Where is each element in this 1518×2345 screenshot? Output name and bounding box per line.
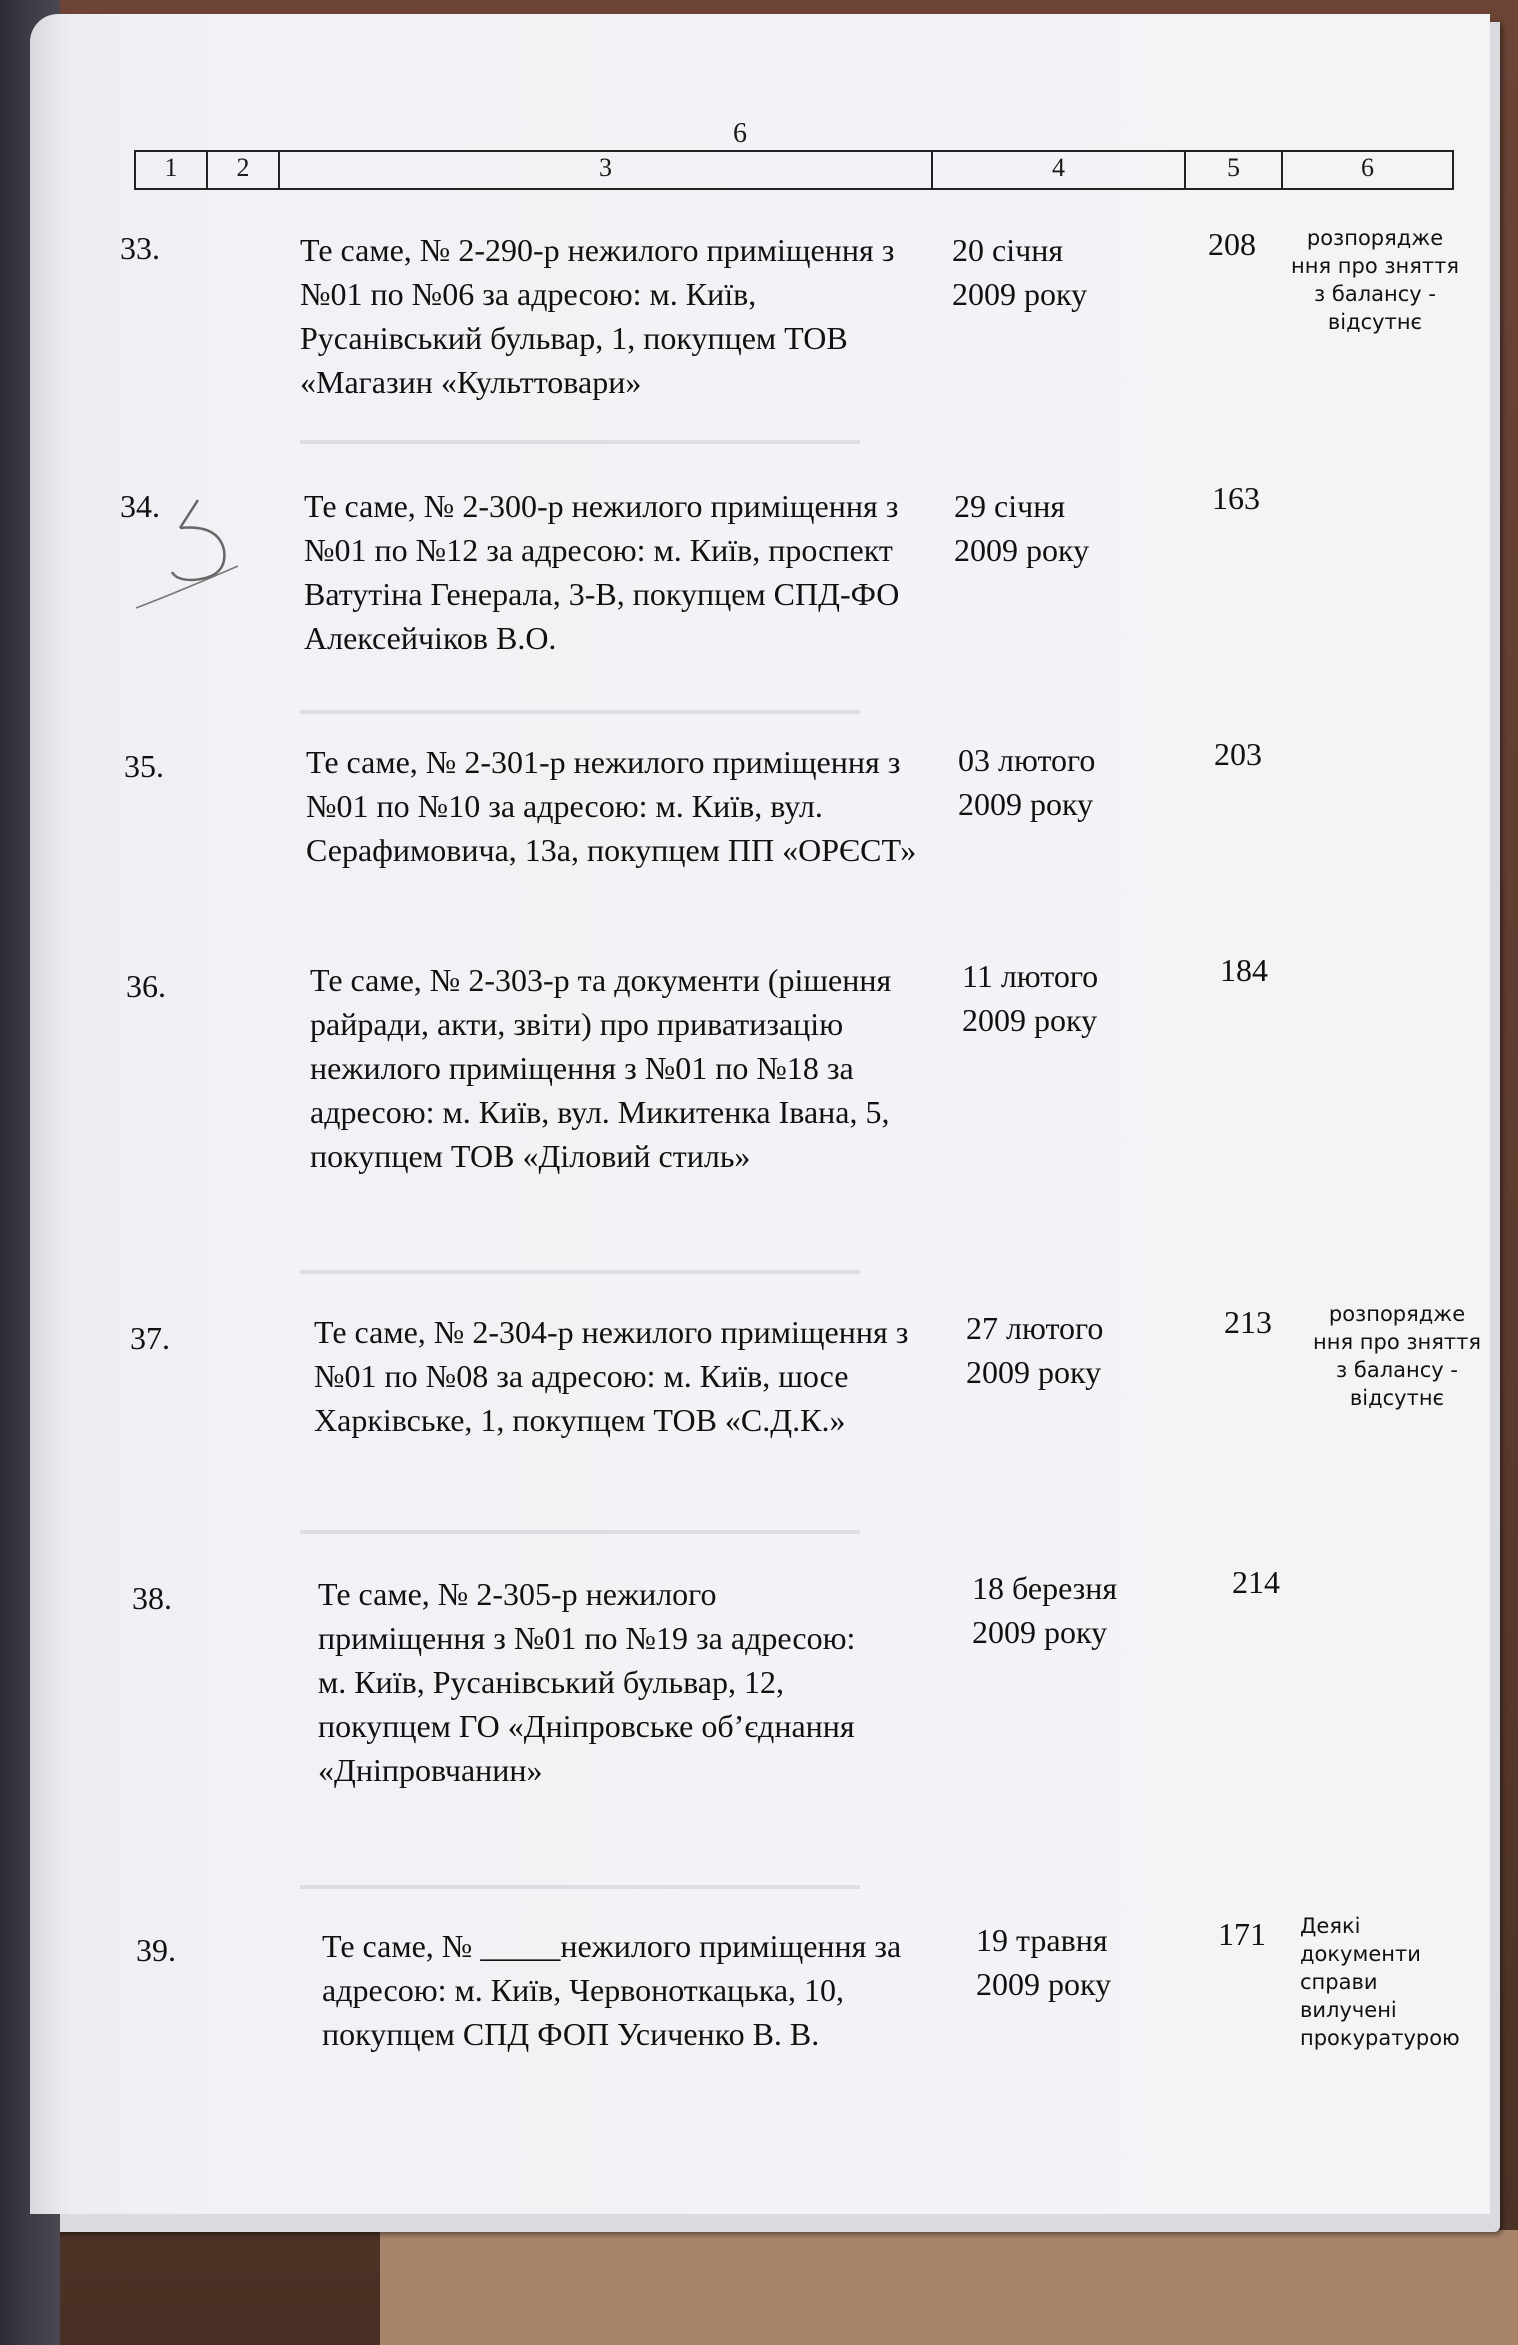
row-note: розпорядже ння про зняття з балансу - відсутнє (1313, 1302, 1481, 1410)
row-date: 11 лютого 2009 року (962, 958, 1099, 1038)
row-description: Те саме, № 2-300-р нежилого приміщення з №01 по №12 за адресою: м. Київ, проспект Ватутіна Генерала, 3-В, покупцем СПД-ФО Алексейчіков В.О. (304, 488, 900, 656)
row-number: 35. (124, 748, 164, 784)
column-header-row (134, 150, 1454, 190)
row-note: Деякі документи справи вилучені прокуратурою (1300, 1914, 1460, 2050)
row-page-count: 208 (1208, 226, 1256, 262)
bleed-through-line (300, 440, 860, 444)
row-description: Те саме, № 2-290-р нежилого приміщення з №01 по №06 за адресою: м. Київ, Русанівський бульвар, 1, покупцем ТОВ «Магазин «Культтовари» (300, 232, 895, 400)
row-page-count: 184 (1220, 952, 1268, 988)
handwritten-mark (128, 488, 268, 628)
row-number: 36. (126, 968, 166, 1004)
bleed-through-line (300, 1530, 860, 1534)
row-number: 38. (132, 1580, 172, 1616)
column-header-3: 3 (278, 152, 931, 188)
page-number: 6 (733, 118, 747, 149)
bleed-through-line (300, 1885, 860, 1889)
bleed-through-line (300, 1270, 860, 1274)
bleed-through-line (300, 710, 860, 714)
row-description: Те саме, № 2-305-р нежилого приміщення з №01 по №19 за адресою: м. Київ, Русанівський бульвар, 12, покупцем ГО «Дніпровське об’єднання «Дніпровчанин» (318, 1576, 856, 1788)
column-header-2: 2 (206, 152, 278, 188)
row-number: 34. (120, 488, 160, 524)
row-date: 29 січня 2009 року (954, 488, 1090, 568)
row-page-count: 213 (1224, 1304, 1272, 1340)
row-description: Те саме, № 2-304-р нежилого приміщення з №01 по №08 за адресою: м. Київ, шосе Харківське, 1, покупцем ТОВ «С.Д.К.» (314, 1314, 909, 1438)
row-date: 18 березня 2009 року (972, 1570, 1118, 1650)
row-number: 39. (136, 1932, 176, 1968)
row-number: 33. (120, 230, 160, 266)
row-page-count: 203 (1214, 736, 1262, 772)
column-header-5: 5 (1184, 152, 1281, 188)
row-date: 19 травня 2009 року (976, 1922, 1112, 2002)
row-description: Те саме, № _____нежилого приміщення за адресою: м. Київ, Червоноткацька, 10, покупцем СПД ФОП Усиченко В. В. (322, 1928, 902, 2052)
row-page-count: 163 (1212, 480, 1260, 516)
row-date: 03 лютого 2009 року (958, 742, 1096, 822)
row-note: розпорядже ння про зняття з балансу - відсутнє (1291, 226, 1459, 334)
row-description: Те саме, № 2-301-р нежилого приміщення з №01 по №10 за адресою: м. Київ, вул. Серафимовича, 13а, покупцем ПП «ОРЄСТ» (306, 744, 917, 868)
row-page-count: 214 (1232, 1564, 1280, 1600)
column-header-4: 4 (931, 152, 1184, 188)
row-date: 20 січня 2009 року (952, 232, 1088, 312)
row-number: 37. (130, 1320, 170, 1356)
row-date: 27 лютого 2009 року (966, 1310, 1104, 1390)
column-header-6: 6 (1281, 152, 1454, 188)
row-page-count: 171 (1218, 1916, 1266, 1952)
column-header-1: 1 (134, 152, 206, 188)
row-description: Те саме, № 2-303-р та документи (рішення райради, акти, звіти) про приватизацію нежилого приміщення з №01 по №18 за адресою: м. Київ, вул. Микитенка Івана, 5, покупцем ТОВ «Діловий стиль» (310, 962, 892, 1174)
cardboard-surface (380, 2230, 1518, 2345)
